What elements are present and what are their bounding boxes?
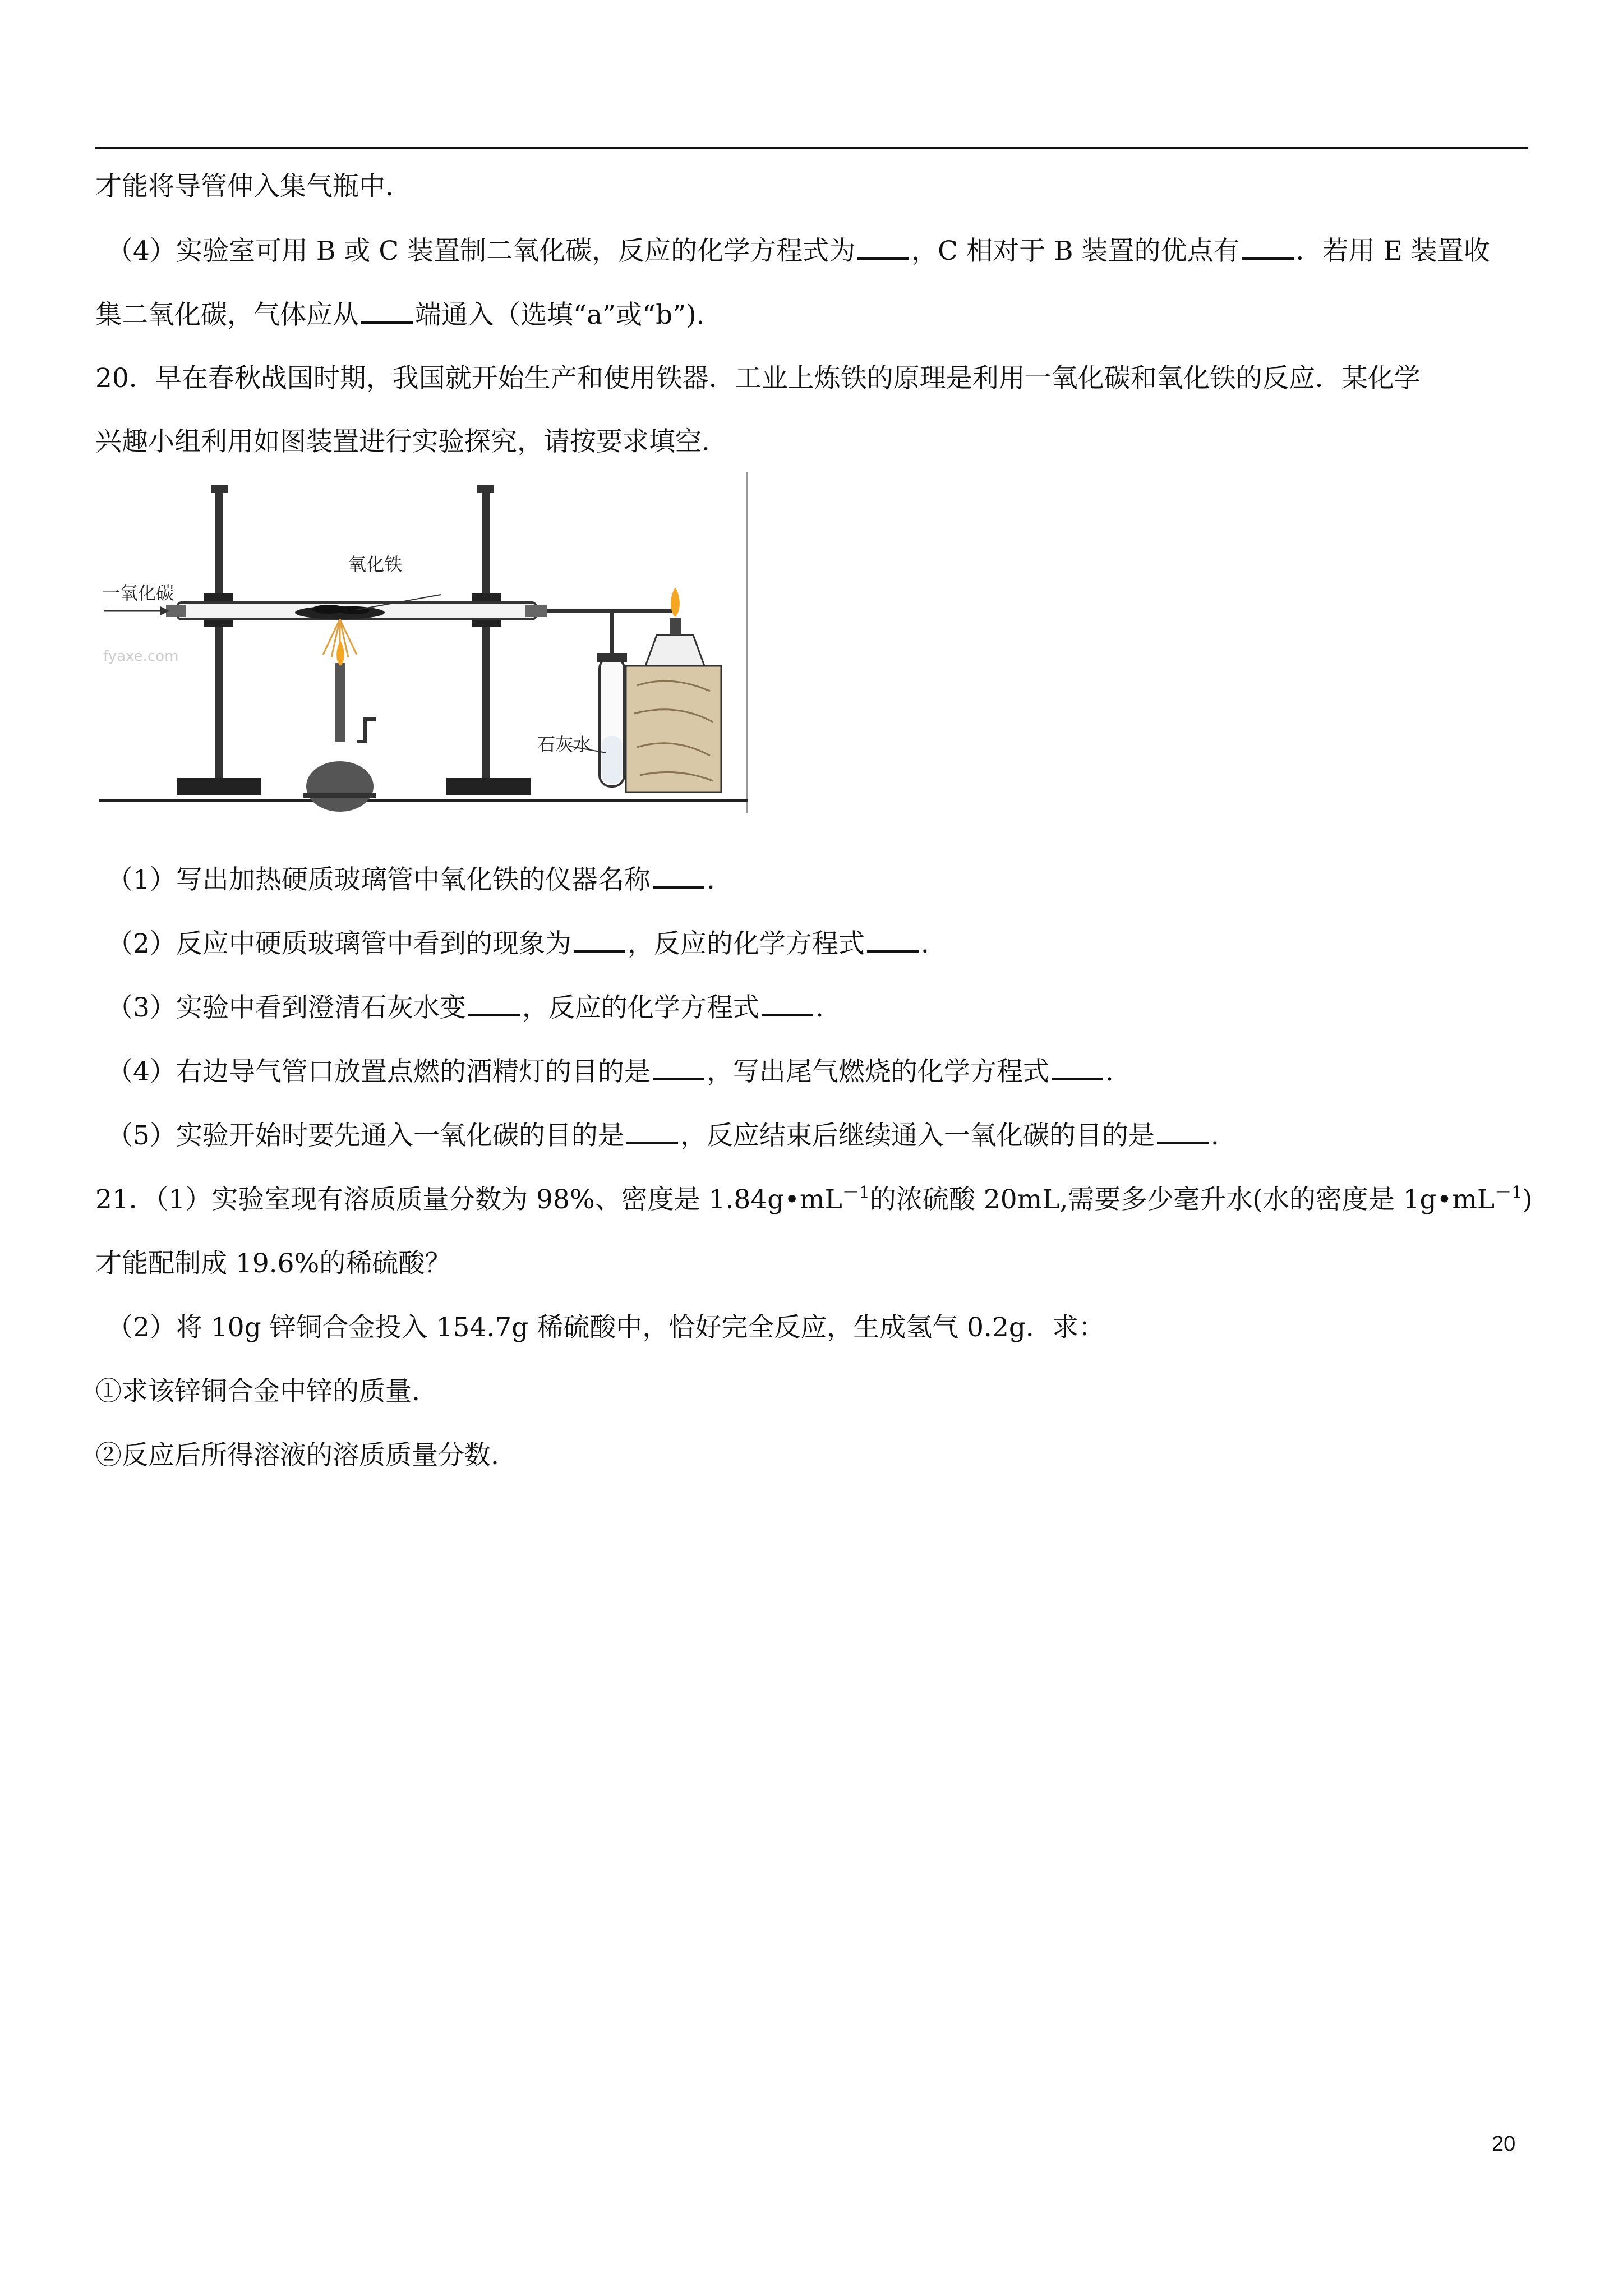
co-inlet-arrow <box>104 606 169 615</box>
q21-part2: （2）将 10g 锌铜合金投入 154.7g 稀硫酸中，恰好完全反应，生成氢气 0.2g．求： <box>107 1312 1105 1343</box>
q19-p4-text-e: 端通入（选填“a”或“b”). <box>415 300 705 330</box>
q19-p4-text-a: （4）实验室可用 B 或 C 装置制二氧化碳，反应的化学方程式为 <box>107 236 856 266</box>
answer-blank[interactable] <box>762 992 813 1016</box>
iron-stand-left <box>177 485 261 795</box>
q19-tail: 才能将导管伸入集气瓶中. <box>95 171 394 202</box>
label-iron-oxide: 氧化铁 <box>348 554 403 575</box>
alcohol-blowtorch-lamp <box>303 641 376 812</box>
q20-s2-text-b: ，反应的化学方程式 <box>627 928 865 959</box>
answer-blank[interactable] <box>361 299 413 324</box>
q21-part1-line2: 才能配制成 19.6%的稀硫酸？ <box>95 1248 451 1279</box>
q20-s5-text-a: （5）实验开始时要先通入一氧化碳的目的是 <box>107 1120 624 1151</box>
header-rule <box>95 147 1528 149</box>
q20-sub5 <box>107 1119 1542 1153</box>
q21-exponent-2: －1 <box>1495 1183 1523 1203</box>
q21-exponent-1: －1 <box>842 1183 870 1203</box>
q21-question-2: ②反应后所得溶液的溶质质量分数. <box>95 1440 499 1471</box>
q20-s3-text-c: . <box>815 992 824 1023</box>
answer-blank[interactable] <box>857 235 909 260</box>
q20-sub2 <box>107 927 1542 961</box>
q20-sub4 <box>107 1055 1542 1089</box>
iron-stand-right <box>446 485 531 795</box>
q19-part4-line1 <box>107 234 1542 268</box>
q21-question-1: ①求该锌铜合金中锌的质量. <box>95 1376 420 1407</box>
q20-s2-text-c: . <box>920 928 929 959</box>
q21-p1-text-c: ) <box>1522 1184 1533 1215</box>
q20-intro-line1: 20．早在春秋战国时期，我国就开始生产和使用铁器．工业上炼铁的原理是利用一氧化碳和氧化铁的反应．某化学 <box>95 363 1421 394</box>
q21-p1-text-a: 21．（1）实验室现有溶质质量分数为 98%、密度是 1.84g•mL <box>95 1184 842 1215</box>
q20-s4-text-b: ，写出尾气燃烧的化学方程式 <box>706 1056 1049 1087</box>
q20-s5-text-c: . <box>1210 1120 1219 1151</box>
q21-part1-line1 <box>95 1183 1531 1217</box>
q20-s3-text-a: （3）实验中看到澄清石灰水变 <box>107 992 466 1023</box>
answer-blank[interactable] <box>867 928 919 953</box>
q20-s2-text-a: （2）反应中硬质玻璃管中看到的现象为 <box>107 928 571 959</box>
q20-s3-text-b: ，反应的化学方程式 <box>522 992 759 1023</box>
q19-p4-text-b: ，C 相对于 B 装置的优点有 <box>911 236 1240 266</box>
q20-s4-text-a: （4）右边导气管口放置点燃的酒精灯的目的是 <box>107 1056 651 1087</box>
q20-intro-line2: 兴趣小组利用如图装置进行实验探究，请按要求填空． <box>95 426 728 457</box>
alcohol-lamp-on-block <box>626 587 721 792</box>
q20-sub1 <box>107 863 1542 897</box>
answer-blank[interactable] <box>653 1056 704 1080</box>
answer-blank[interactable] <box>574 928 625 953</box>
answer-blank[interactable] <box>1242 235 1294 260</box>
answer-blank[interactable] <box>468 992 520 1016</box>
answer-blank[interactable] <box>1157 1120 1209 1144</box>
q20-sub3 <box>107 991 1542 1025</box>
limewater-test-tube <box>597 653 627 786</box>
label-carbon-monoxide: 一氧化碳 <box>102 582 174 604</box>
iron-smelting-apparatus-figure <box>99 472 748 813</box>
q20-s4-text-c: . <box>1105 1056 1114 1087</box>
q19-part4-line2 <box>95 298 1531 332</box>
q20-s5-text-b: ，反应结束后继续通入一氧化碳的目的是 <box>680 1120 1155 1151</box>
q19-p4-text-c: ．若用 E 装置收 <box>1295 236 1490 266</box>
label-limewater: 石灰水 <box>537 734 592 755</box>
q21-p1-text-b: 的浓硫酸 20mL,需要多少毫升水(水的密度是 1g•mL <box>869 1184 1495 1215</box>
page-number: 20 <box>1492 2132 1516 2156</box>
watermark: fyaxe.com <box>103 648 179 665</box>
answer-blank[interactable] <box>1052 1056 1103 1080</box>
answer-blank[interactable] <box>653 864 704 889</box>
q20-s1-text-a: （1）写出加热硬质玻璃管中氧化铁的仪器名称 <box>107 864 651 895</box>
answer-blank[interactable] <box>626 1120 678 1144</box>
q20-s1-text-b: . <box>706 864 715 895</box>
q19-p4-text-d: 集二氧化碳，气体应从 <box>95 300 359 330</box>
